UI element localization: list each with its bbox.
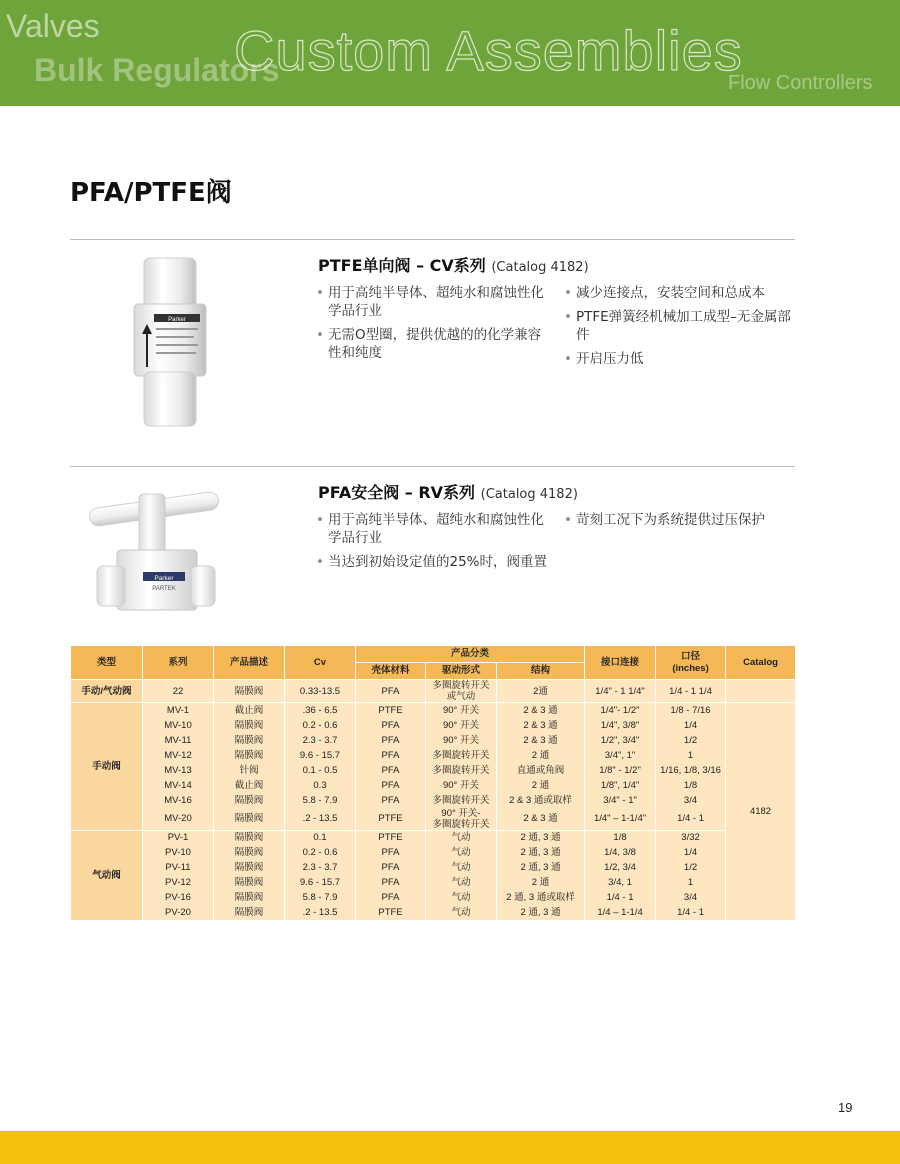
list-item: • 当达到初始设定值的25%时，阀重置 bbox=[316, 553, 551, 571]
table-cell: 多圈旋转开关 bbox=[426, 793, 497, 808]
table-cell: 2.3 - 3.7 bbox=[285, 860, 356, 875]
table-cell: 1/8 bbox=[656, 778, 726, 793]
table-cell: 0.1 - 0.5 bbox=[285, 763, 356, 778]
rv-catalog-ref: (Catalog 4182) bbox=[480, 487, 578, 502]
table-cell: 90° 开关 bbox=[426, 703, 497, 718]
table-cell: 隔膜阀 bbox=[214, 830, 285, 845]
table-cell: PV-20 bbox=[143, 905, 214, 920]
table-row bbox=[71, 875, 796, 890]
table-cell: MV-16 bbox=[143, 793, 214, 808]
table-cell: 1/4" – 1-1/4" bbox=[585, 808, 656, 831]
table-cell: 1/4" - 1 1/4" bbox=[585, 680, 656, 703]
table-cell: 9.6 - 15.7 bbox=[285, 875, 356, 890]
table-cell: 多圈旋转开关 bbox=[426, 748, 497, 763]
table-cell: PTFE bbox=[356, 905, 426, 920]
cv-bullets-right bbox=[564, 284, 799, 374]
table-cell: 1/4 - 1 bbox=[585, 890, 656, 905]
table-cell: PTFE bbox=[356, 808, 426, 831]
table-cell: MV-1 bbox=[143, 703, 214, 718]
table-cell: 气动 bbox=[426, 830, 497, 845]
table-cell: .2 - 13.5 bbox=[285, 808, 356, 831]
table-cell: MV-10 bbox=[143, 718, 214, 733]
table-cell: 5.8 - 7.9 bbox=[285, 890, 356, 905]
table-cell: 隔膜阀 bbox=[214, 890, 285, 905]
header-port-unit: (inches) bbox=[672, 662, 709, 674]
table-cell: MV-20 bbox=[143, 808, 214, 831]
table-cell: 1/4"- 1/2" bbox=[585, 703, 656, 718]
table-cell: 0.2 - 0.6 bbox=[285, 845, 356, 860]
rv-bullets-right bbox=[564, 511, 799, 535]
table-cell: 隔膜阀 bbox=[214, 680, 285, 703]
table-cell: 2 & 3 通 bbox=[497, 808, 585, 831]
table-cell: PFA bbox=[356, 793, 426, 808]
header-cv: Cv bbox=[285, 646, 356, 680]
cv-valve-image bbox=[120, 252, 220, 432]
table-row bbox=[71, 860, 796, 875]
table-cell: PTFE bbox=[356, 830, 426, 845]
table-cell: 隔膜阀 bbox=[214, 733, 285, 748]
list-item: • 无需O型圈，提供优越的的化学兼容性和纯度 bbox=[316, 326, 551, 362]
table-row bbox=[71, 763, 796, 778]
banner-word-bulk-regulators: Bulk Regulators bbox=[34, 52, 280, 88]
cv-catalog-ref: (Catalog 4182) bbox=[491, 260, 589, 275]
table-cell: 3/4, 1 bbox=[585, 875, 656, 890]
table-cell: 1/4, 3/8 bbox=[585, 845, 656, 860]
rv-valve-image bbox=[75, 480, 225, 625]
table-cell: 隔膜阀 bbox=[214, 808, 285, 831]
table-cell: 3/4 bbox=[656, 890, 726, 905]
divider-middle bbox=[70, 466, 795, 467]
table-cell: 针阀 bbox=[214, 763, 285, 778]
table-cell: 截止阀 bbox=[214, 703, 285, 718]
table-row bbox=[71, 845, 796, 860]
table-cell: 1/2, 3/4 bbox=[585, 860, 656, 875]
table-cell: 2 通, 3 通或取样 bbox=[497, 890, 585, 905]
table-cell: 2 通, 3 通 bbox=[497, 830, 585, 845]
table-cell: MV-12 bbox=[143, 748, 214, 763]
table-cell: PFA bbox=[356, 845, 426, 860]
table-cell: 1/4", 3/8" bbox=[585, 718, 656, 733]
banner-word-valves: Valves bbox=[6, 8, 100, 44]
table-cell: 隔膜阀 bbox=[214, 860, 285, 875]
table-cell: 2 通, 3 通 bbox=[497, 905, 585, 920]
table-row bbox=[71, 703, 796, 718]
table-cell: 1 bbox=[656, 748, 726, 763]
table-cell: 隔膜阀 bbox=[214, 845, 285, 860]
list-item: • 减少连接点，安装空间和总成本 bbox=[564, 284, 799, 302]
banner-word-flow-controllers: Flow Controllers bbox=[728, 72, 873, 94]
header-desc: 产品描述 bbox=[214, 646, 285, 680]
table-cell: PFA bbox=[356, 748, 426, 763]
table-cell: 0.2 - 0.6 bbox=[285, 718, 356, 733]
header-series: 系列 bbox=[143, 646, 214, 680]
header-classification: 产品分类 bbox=[356, 646, 585, 663]
table-cell: PTFE bbox=[356, 703, 426, 718]
table-cell: 1/4 bbox=[656, 718, 726, 733]
table-cell: MV-11 bbox=[143, 733, 214, 748]
rv-section-title: PFA安全阀 – RV系列 (Catalog 4182) bbox=[318, 483, 578, 502]
table-cell: PFA bbox=[356, 718, 426, 733]
table-cell: PFA bbox=[356, 875, 426, 890]
table-cell: PV-16 bbox=[143, 890, 214, 905]
table-cell: 1/8 - 7/16 bbox=[656, 703, 726, 718]
table-cell: .2 - 13.5 bbox=[285, 905, 356, 920]
header-connection: 接口连接 bbox=[585, 646, 656, 680]
table-cell: 90° 开关 bbox=[426, 733, 497, 748]
table-row bbox=[71, 890, 796, 905]
header-drive: 驱动形式 bbox=[426, 663, 497, 680]
table-cell: PV-11 bbox=[143, 860, 214, 875]
table-cell: 1/4 - 1 bbox=[656, 808, 726, 831]
table-cell: 1/2", 3/4" bbox=[585, 733, 656, 748]
header-port-size: 口径 (inches) bbox=[656, 646, 726, 680]
table-cell: 2 通, 3 通 bbox=[497, 860, 585, 875]
table-cell: 2 通 bbox=[497, 748, 585, 763]
table-cell: 气动 bbox=[426, 905, 497, 920]
table-cell: PFA bbox=[356, 778, 426, 793]
table-cell: 气动 bbox=[426, 860, 497, 875]
table-cell: PFA bbox=[356, 733, 426, 748]
type-cell: 手动/气动阀 bbox=[71, 680, 143, 703]
table-cell: 1 bbox=[656, 875, 726, 890]
divider-top bbox=[70, 239, 795, 240]
table-cell: 隔膜阀 bbox=[214, 905, 285, 920]
table-cell: 隔膜阀 bbox=[214, 718, 285, 733]
table-cell: PV-1 bbox=[143, 830, 214, 845]
table-cell: 直通或角阀 bbox=[497, 763, 585, 778]
table-cell: 1/4 bbox=[656, 845, 726, 860]
table-cell: 2 通, 3 通 bbox=[497, 845, 585, 860]
table-cell: 9.6 - 15.7 bbox=[285, 748, 356, 763]
table-cell: 1/4 - 1 1/4 bbox=[656, 680, 726, 703]
rv-bullets-left bbox=[316, 511, 551, 577]
table-cell: 多圈旋转开关 bbox=[426, 763, 497, 778]
table-cell: 0.33-13.5 bbox=[285, 680, 356, 703]
page-number: 19 bbox=[838, 1100, 853, 1115]
table-cell: 2 & 3 通 bbox=[497, 733, 585, 748]
rv-sub-logo: PARTEK bbox=[152, 586, 176, 592]
table-cell: 2 & 3 通或取样 bbox=[497, 793, 585, 808]
table-row bbox=[71, 778, 796, 793]
type-cell: 手动阀 bbox=[71, 703, 143, 831]
type-cell: 气动阀 bbox=[71, 830, 143, 920]
table-cell: 隔膜阀 bbox=[214, 793, 285, 808]
cv-brand-logo: Parker bbox=[168, 317, 186, 323]
cv-section-title: PTFE单向阀 – CV系列 (Catalog 4182) bbox=[318, 256, 589, 275]
table-cell: 1/4 – 1-1/4 bbox=[585, 905, 656, 920]
table-row bbox=[71, 793, 796, 808]
table-cell: 1/16, 1/8, 3/16 bbox=[656, 763, 726, 778]
table-row bbox=[71, 748, 796, 763]
table-cell: PFA bbox=[356, 860, 426, 875]
table-cell: 2 & 3 通 bbox=[497, 718, 585, 733]
table-cell: MV-14 bbox=[143, 778, 214, 793]
table-cell: 3/4" - 1" bbox=[585, 793, 656, 808]
list-item: • 用于高纯半导体、超纯水和腐蚀性化学品行业 bbox=[316, 284, 551, 320]
table-cell: 2 & 3 通 bbox=[497, 703, 585, 718]
table-cell: 气动 bbox=[426, 890, 497, 905]
table-cell: .36 - 6.5 bbox=[285, 703, 356, 718]
header-type: 类型 bbox=[71, 646, 143, 680]
table-cell: 22 bbox=[143, 680, 214, 703]
table-body bbox=[71, 680, 796, 921]
table-cell: 多圈旋转开关 或气动 bbox=[426, 680, 497, 703]
table-cell: 隔膜阀 bbox=[214, 748, 285, 763]
table-cell: 2.3 - 3.7 bbox=[285, 733, 356, 748]
table-cell: PFA bbox=[356, 890, 426, 905]
table-cell: 隔膜阀 bbox=[214, 875, 285, 890]
page-title: PFA/PTFE阀 bbox=[70, 178, 232, 208]
table-cell: 3/4 bbox=[656, 793, 726, 808]
header-structure: 结构 bbox=[497, 663, 585, 680]
table-row bbox=[71, 718, 796, 733]
table-cell: 1/2 bbox=[656, 733, 726, 748]
header-body: 壳体材料 bbox=[356, 663, 426, 680]
table-cell: 0.3 bbox=[285, 778, 356, 793]
cv-bullets-left bbox=[316, 284, 551, 368]
list-item: • 开启压力低 bbox=[564, 350, 799, 368]
header-catalog: Catalog bbox=[726, 646, 796, 680]
table-cell: MV-13 bbox=[143, 763, 214, 778]
table-cell: 3/32 bbox=[656, 830, 726, 845]
table-cell: 90° 开关- 多圈旋转开关 bbox=[426, 808, 497, 831]
table-row bbox=[71, 905, 796, 920]
table-cell: 1/8 bbox=[585, 830, 656, 845]
table-cell: 1/8" - 1/2" bbox=[585, 763, 656, 778]
table-cell: 1/8", 1/4" bbox=[585, 778, 656, 793]
table-cell: 90° 开关 bbox=[426, 778, 497, 793]
spec-table bbox=[70, 645, 796, 920]
list-item: • 用于高纯半导体、超纯水和腐蚀性化学品行业 bbox=[316, 511, 551, 547]
table-cell: 截止阀 bbox=[214, 778, 285, 793]
table-row bbox=[71, 680, 796, 703]
table-cell: 气动 bbox=[426, 845, 497, 860]
list-item: • PTFE弹簧经机械加工成型–无金属部件 bbox=[564, 308, 799, 344]
table-cell: PV-10 bbox=[143, 845, 214, 860]
table-cell: 1/4 - 1 bbox=[656, 905, 726, 920]
table-cell: 1/2 bbox=[656, 860, 726, 875]
table-row bbox=[71, 808, 796, 831]
table-cell: 0.1 bbox=[285, 830, 356, 845]
footer-bar bbox=[0, 1131, 900, 1164]
table-cell: PFA bbox=[356, 763, 426, 778]
catalog-cell: 4182 bbox=[726, 703, 796, 921]
banner-word-custom-assemblies: Custom Assemblies bbox=[234, 19, 743, 82]
table-cell: 2 通 bbox=[497, 875, 585, 890]
list-item: • 苛刻工况下为系统提供过压保护 bbox=[564, 511, 799, 529]
table-cell: 2 通 bbox=[497, 778, 585, 793]
table-cell: PFA bbox=[356, 680, 426, 703]
table-cell: 5.8 - 7.9 bbox=[285, 793, 356, 808]
table-cell: 90° 开关 bbox=[426, 718, 497, 733]
table-cell: PV-12 bbox=[143, 875, 214, 890]
table-row bbox=[71, 830, 796, 845]
table-row bbox=[71, 733, 796, 748]
catalog-cell-empty bbox=[726, 680, 796, 703]
table-cell: 3/4", 1" bbox=[585, 748, 656, 763]
header-banner bbox=[0, 0, 900, 106]
table-cell: 2通 bbox=[497, 680, 585, 703]
rv-brand-logo: Parker bbox=[154, 575, 174, 582]
table-cell: 气动 bbox=[426, 875, 497, 890]
